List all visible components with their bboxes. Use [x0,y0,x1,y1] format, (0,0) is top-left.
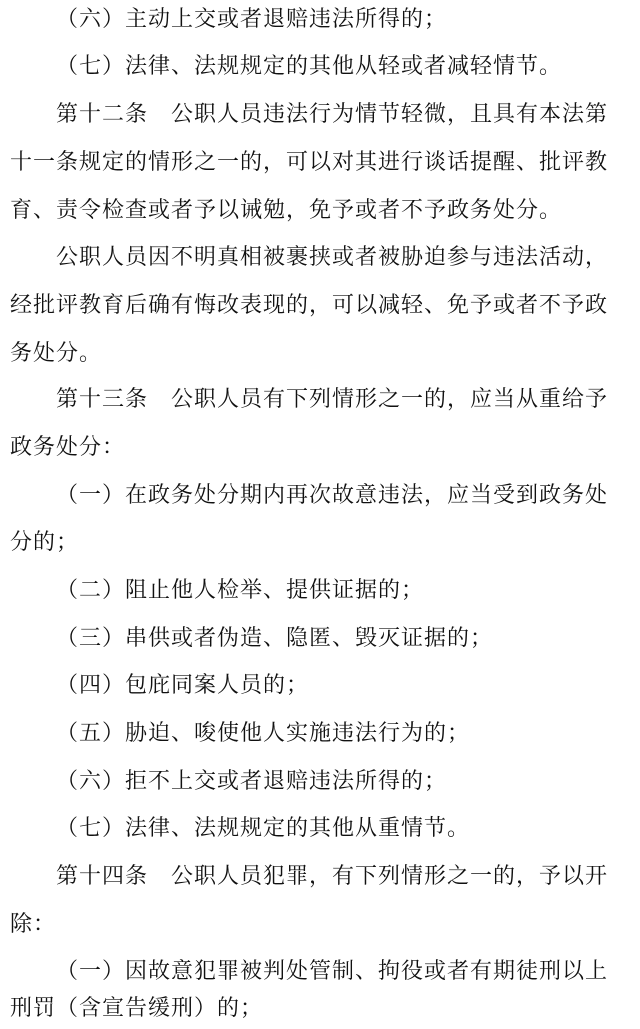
text-line: （六）主动上交或者退赔违法所得的； [56,7,448,32]
text-line: 十一条规定的情形之一的，可以对其进行谈话提醒、批评教 [10,150,609,175]
list-item-line: （五）胁迫、唆使他人实施违法行为的； [56,721,471,746]
list-item-line: （七）法律、法规规定的其他从重情节。 [56,816,471,841]
text-line: 政务处分： [10,435,126,460]
text-line: 经批评教育后确有悔改表现的，可以减轻、免予或者不予政 [10,293,609,318]
text-line: 务处分。 [10,341,103,366]
article-heading-line: 第十四条 公职人员犯罪，有下列情形之一的，予以开 [56,864,609,889]
text-line: 分的； [10,530,80,555]
text-line: 刑罚（含宣告缓刑）的； [10,996,264,1021]
list-item-line: （一）因故意犯罪被判处管制、拘役或者有期徒刑以上 [56,959,609,984]
list-item-line: （一）在政务处分期内再次故意违法，应当受到政务处 [56,483,609,508]
article-heading-line: 第十三条 公职人员有下列情形之一的，应当从重给予 [56,387,609,412]
text-line: （七）法律、法规规定的其他从轻或者减轻情节。 [56,54,563,79]
list-item-line: （二）阻止他人检举、提供证据的； [56,578,425,603]
list-item-line: （六）拒不上交或者退赔违法所得的； [56,769,448,794]
list-item-line: （三）串供或者伪造、隐匿、毁灭证据的； [56,626,494,651]
text-line: 育、责令检查或者予以诫勉，免予或者不予政务处分。 [10,198,563,223]
text-line: 除： [10,912,57,937]
article-heading-line: 第十二条 公职人员违法行为情节轻微，且具有本法第 [56,102,609,127]
list-item-line: （四）包庇同案人员的； [56,673,310,698]
text-line: 公职人员因不明真相被裹挟或者被胁迫参与违法活动， [56,245,609,270]
